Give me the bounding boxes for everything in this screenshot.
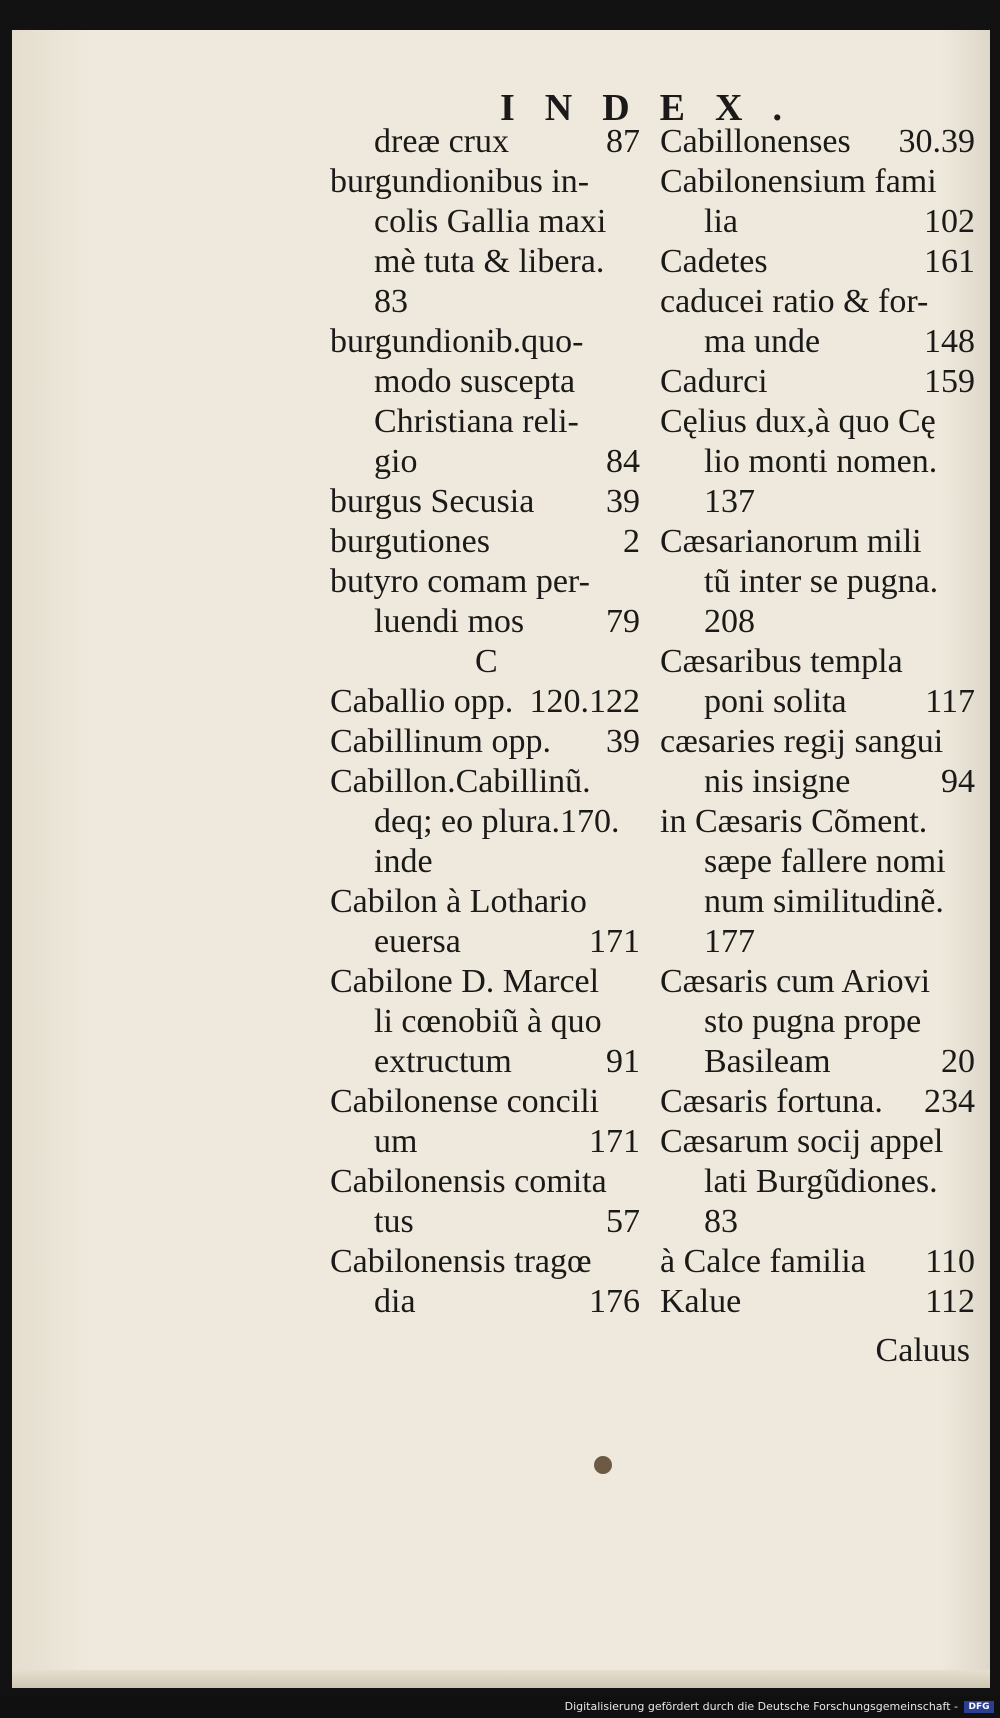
index-entry-text: Cadetes (660, 243, 768, 280)
index-entry-text: Cabilon à Lothario (330, 883, 587, 920)
index-entry-text: Cabilonense concili (330, 1083, 600, 1120)
index-page-ref: 148 (924, 323, 975, 360)
index-entry-text: 177 (704, 923, 755, 960)
ornament-dot (594, 1456, 612, 1474)
index-page-ref: 79 (606, 603, 640, 640)
index-entry-text: tũ inter se pugna. (704, 563, 939, 600)
index-entry-line (660, 722, 975, 762)
index-entry-line (330, 1002, 640, 1042)
index-entry-text: inde (374, 843, 433, 880)
index-entry-line (660, 122, 975, 162)
index-entry-text: in Cæsaris Cõment. (660, 803, 928, 840)
index-entry-text: Cæsaris fortuna. (660, 1083, 883, 1120)
index-entry-line (660, 322, 975, 362)
index-entry-text: li cœnobiũ à quo (374, 1003, 602, 1040)
index-entry-text: à Calce familia (660, 1243, 866, 1280)
index-page-ref: 39 (606, 483, 640, 520)
index-entry-text: Cabillon.Cabillinũ. (330, 763, 591, 800)
index-entry-line (330, 1202, 640, 1242)
index-entry-text: num similitudinẽ. (704, 883, 944, 920)
index-entry-text: sto pugna prope (704, 1003, 922, 1040)
running-head: INDEX. (500, 87, 812, 129)
index-entry-line (330, 762, 640, 802)
index-entry-text: Cæsarianorum mili (660, 523, 922, 560)
index-entry-line (660, 402, 975, 442)
footer-credit: Digitalisierung gefördert durch die Deutsche Forschungsgemeinschaft - (564, 1700, 958, 1713)
index-entry-text: gio (374, 443, 418, 480)
index-entry-line (330, 1122, 640, 1162)
index-entry-line (660, 522, 975, 562)
index-page-ref: 176 (589, 1283, 640, 1320)
index-entry-text: Kalue (660, 1283, 742, 1320)
index-entry-text: burgutiones (330, 523, 490, 560)
index-page-ref: 94 (941, 763, 975, 800)
index-column-right (660, 122, 975, 1322)
index-entry-text: euersa (374, 923, 461, 960)
index-entry-line (330, 122, 640, 162)
index-entry-line (660, 682, 975, 722)
index-page-ref: 117 (925, 683, 975, 720)
index-entry-line (330, 362, 640, 402)
index-page-ref: 87 (606, 123, 640, 160)
index-entry-text: Cæsarum socij appel (660, 1123, 944, 1160)
index-entry-text: lio monti nomen. (704, 443, 938, 480)
index-entry-line (330, 522, 640, 562)
index-entry-text: Cæsaribus templa (660, 643, 903, 680)
index-entry-text: burgus Secusia (330, 483, 535, 520)
index-entry-line (660, 1082, 975, 1122)
index-entry-line (330, 962, 640, 1002)
index-entry-text: Cabillonenses (660, 123, 851, 160)
index-page-ref: 2 (623, 523, 640, 560)
index-entry-text: Christiana reli- (374, 403, 579, 440)
index-entry-line (330, 842, 640, 882)
index-entry-text: lati Burgũdiones. (704, 1163, 938, 1200)
index-entry-line (330, 882, 640, 922)
index-entry-line (330, 1242, 640, 1282)
index-entry-text: colis Gallia maxi (374, 203, 607, 240)
index-entry-text: um (374, 1123, 418, 1160)
index-entry-text: Caballio opp. (330, 683, 514, 720)
index-page-ref: 39 (606, 723, 640, 760)
index-entry-line (330, 802, 640, 842)
index-entry-text: burgundionib.quo- (330, 323, 584, 360)
index-entry-line (330, 642, 640, 682)
index-entry-line (330, 282, 640, 322)
index-entry-line (330, 1162, 640, 1202)
index-entry-line (660, 562, 975, 602)
index-entry-line (660, 1002, 975, 1042)
index-page-ref: 84 (606, 443, 640, 480)
index-page-ref: 57 (606, 1203, 640, 1240)
index-entry-text: sæpe fallere nomi (704, 843, 946, 880)
index-entry-text: 83 (704, 1203, 738, 1240)
index-entry-text: Cabilonensis tragœ (330, 1243, 592, 1280)
index-page-ref: 91 (606, 1043, 640, 1080)
index-entry-line (330, 442, 640, 482)
index-entry-text: Cabillinum opp. (330, 723, 551, 760)
index-page-ref: 171 (589, 1123, 640, 1160)
index-entry-line (660, 1242, 975, 1282)
index-entry-line (660, 162, 975, 202)
index-entry-line (330, 682, 640, 722)
index-entry-line (330, 922, 640, 962)
index-page-ref: 112 (925, 1283, 975, 1320)
index-entry-text: Cęlius dux,à quo Cę (660, 403, 936, 440)
index-entry-text: C (475, 643, 498, 680)
index-entry-text: Cadurci (660, 363, 768, 400)
index-entry-line (660, 802, 975, 842)
index-page-ref: 171 (589, 923, 640, 960)
index-entry-text: tus (374, 1203, 414, 1240)
index-entry-text: 137 (704, 483, 755, 520)
index-entry-line (660, 442, 975, 482)
index-entry-text: caducei ratio & for- (660, 283, 929, 320)
index-page-ref: 20 (941, 1043, 975, 1080)
index-entry-line (330, 722, 640, 762)
index-entry-text: Cabilonensium fami (660, 163, 937, 200)
index-entry-line (330, 482, 640, 522)
index-page-ref: 161 (924, 243, 975, 280)
index-entry-text: 208 (704, 603, 755, 640)
index-entry-line (660, 762, 975, 802)
index-entry-line (330, 402, 640, 442)
index-entry-text: ma unde (704, 323, 821, 360)
index-entry-line (330, 1282, 640, 1322)
index-entry-line (660, 642, 975, 682)
index-entry-line (660, 962, 975, 1002)
index-entry-line (330, 1082, 640, 1122)
index-page-ref: 102 (924, 203, 975, 240)
index-page-ref: 30.39 (898, 123, 975, 160)
catchword: Caluus (875, 1332, 970, 1369)
index-entry-text: dia (374, 1283, 416, 1320)
dfg-logo: DFG (964, 1701, 994, 1713)
index-entry-line (660, 882, 975, 922)
index-page-ref: 120.122 (529, 683, 640, 720)
index-entry-text: Cabilonensis comita (330, 1163, 607, 1200)
index-entry-line (660, 1202, 975, 1242)
index-entry-line (660, 202, 975, 242)
page-bottom-edge (12, 1670, 990, 1688)
index-entry-line (660, 1042, 975, 1082)
footer-bar (0, 1696, 1000, 1718)
index-page-ref: 234 (924, 1083, 975, 1120)
index-page-ref: 159 (924, 363, 975, 400)
index-entry-line (660, 602, 975, 642)
index-entry-line (330, 162, 640, 202)
index-entry-text: lia (704, 203, 738, 240)
index-entry-text: deq; eo plura.170. (374, 803, 620, 840)
index-entry-text: luendi mos (374, 603, 525, 640)
index-entry-text: mè tuta & libera. (374, 243, 605, 280)
index-entry-line (330, 322, 640, 362)
index-entry-text: Basileam (704, 1043, 831, 1080)
index-entry-line (660, 242, 975, 282)
index-entry-line (330, 242, 640, 282)
index-entry-text: dreæ crux (374, 123, 510, 160)
index-entry-line (330, 1042, 640, 1082)
index-entry-text: modo suscepta (374, 363, 576, 400)
index-entry-line (660, 482, 975, 522)
index-entry-line (660, 1162, 975, 1202)
index-entry-text: poni solita (704, 683, 847, 720)
index-entry-text: burgundionibus in- (330, 163, 590, 200)
index-entry-line (330, 562, 640, 602)
index-entry-text: extructum (374, 1043, 512, 1080)
index-entry-text: 83 (374, 283, 408, 320)
index-entry-line (660, 842, 975, 882)
index-entry-line (330, 202, 640, 242)
index-column-left (330, 122, 640, 1322)
index-page-ref: 110 (925, 1243, 975, 1280)
index-entry-line (660, 1282, 975, 1322)
index-entry-line (660, 362, 975, 402)
index-entry-text: cæsaries regij sangui (660, 723, 944, 760)
index-entry-line (660, 1122, 975, 1162)
index-entry-text: Cabilone D. Marcel (330, 963, 600, 1000)
index-entry-line (660, 282, 975, 322)
index-entry-line (330, 602, 640, 642)
index-entry-text: butyro comam per- (330, 563, 590, 600)
index-entry-line (660, 922, 975, 962)
index-entry-text: Cæsaris cum Ariovi (660, 963, 931, 1000)
index-entry-text: nis insigne (704, 763, 851, 800)
